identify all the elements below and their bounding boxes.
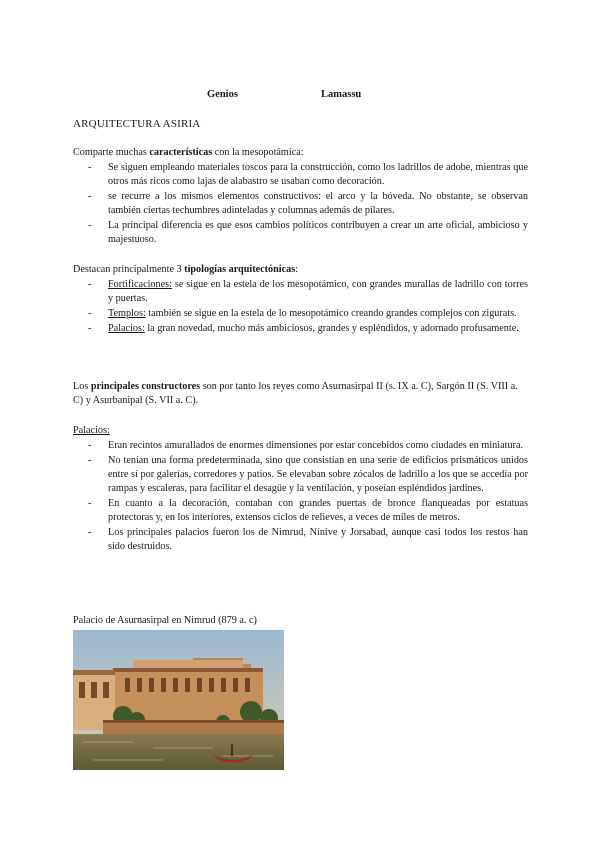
list-item: - Templos: también se sigue en la estela de lo mesopotámico creando grandes complejos con zigurats. bbox=[88, 307, 528, 321]
header-genios: Genios bbox=[207, 89, 238, 100]
builders-bold: principales constructores bbox=[90, 381, 201, 392]
intro-bold: características bbox=[149, 147, 213, 158]
figure-caption: Palacio de Asurnasirpal en Nimrud (879 a. c) bbox=[73, 615, 257, 626]
header-lamassu: Lamassu bbox=[321, 89, 362, 100]
term-fortificaciones: Fortificaciones: bbox=[108, 279, 172, 290]
term-palacios: Palacios: bbox=[108, 323, 145, 334]
typologies-list bbox=[88, 278, 528, 337]
intro-list bbox=[88, 161, 528, 248]
list-item: - La principal diferencia es que esos cambios políticos contribuyen a crear un arte oficial, ambicioso y majestuoso. bbox=[88, 219, 528, 247]
list-item: - Fortificaciones: se sigue en la estela de los mesopotámico, con grandes murallas de ladrillo con torres y puertas. bbox=[88, 278, 528, 306]
builders-paragraph: Los principales constructores son por tanto los reyes como Asurnasirpal II (s. IX a. C), Sargón II (S. VIII a. C) y Asurbanipal (S. VII a. C). bbox=[73, 381, 518, 406]
intro-paragraph: Comparte muchas características con la mesopotámica: bbox=[73, 147, 304, 158]
list-item: - Palacios: la gran novedad, mucho más ambiciosos, grandes y espléndidos, y adornado profusamente. bbox=[88, 322, 528, 336]
list-item: - se recurre a los mismos elementos constructivos: el arco y la bóveda. No obstante, se observan también ciertas techumbres adinteladas y columnas además de pilares. bbox=[88, 190, 528, 218]
list-item: - No tenían una forma predeterminada, sino que consistían en una serie de edificios prismáticos unidos entre sí por galerías, corredores y patios. Se elevaban sobre zócalos de ladrillo a los que se accedía por rampas y escaleras, para facilitar el desagüe y la ventilación, y poseían espléndidos jardines. bbox=[88, 454, 528, 496]
typologies-paragraph: Destacan principalmente 3 tipologías arquitectónicas: bbox=[73, 264, 299, 275]
list-item: - Se siguen empleando materiales toscos para la construcción, como los ladrillos de adobe, mientras que otros más ricos como lajas de alabastro se usaban como decoración. bbox=[88, 161, 528, 189]
list-item: - Eran recintos amurallados de enormes dimensiones por estar concebidos como ciudades en miniatura. bbox=[88, 439, 528, 453]
palaces-list bbox=[88, 439, 528, 555]
page-title: ARQUITECTURA ASIRIA bbox=[73, 118, 201, 130]
typologies-bold: tipologías arquitectónicas bbox=[184, 264, 296, 275]
list-item: - Los principales palacios fueron los de Nimrud, Nínive y Jorsabad, aunque casi todos los restos han sido destruidos. bbox=[88, 526, 528, 554]
palaces-heading: Palacios: bbox=[73, 425, 110, 436]
list-item: - En cuanto a la decoración, contaban con grandes puertas de bronce flanqueadas por estatuas protectoras y, en los interiores, extensos ciclos de relieves, a veces de miles de metros. bbox=[88, 497, 528, 525]
palace-photo bbox=[73, 630, 284, 770]
term-templos: Templos: bbox=[108, 308, 146, 319]
